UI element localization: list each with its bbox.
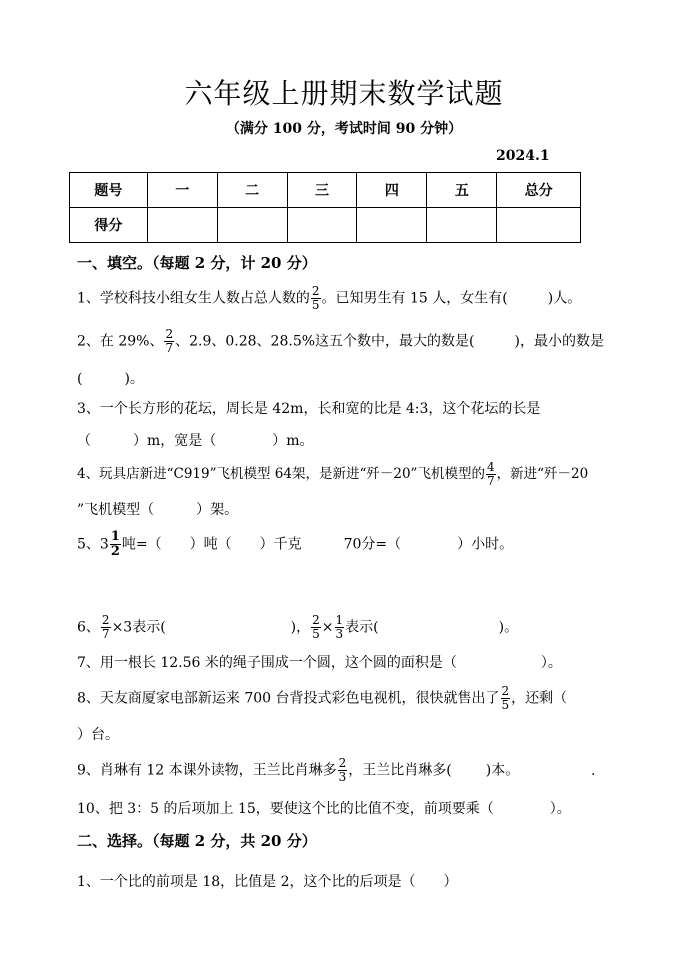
table-cell: 五 (427, 173, 497, 208)
score-cell[interactable] (427, 208, 497, 243)
question-2: 2、在 29%、 $\frac{2}{7}$ 、2.9、0.28、28.5%这五个数中，最大的数是( )，最小的数是 (77, 327, 604, 355)
question-9: 9、肖琳有 12 本课外读物，王兰比肖琳多 $\frac{2}{3}$ ，王兰比肖琳多( )本。 (77, 756, 520, 784)
question-6: 6、 $\frac{2}{7}$ ×3表示( )， $\frac{2}{5}$ × $\frac{1}{3}$ 表示( )。 (77, 613, 519, 641)
stray-dot: . (591, 763, 596, 779)
score-cell[interactable] (217, 208, 287, 243)
page-title: 六年级上册期末数学试题 (184, 77, 504, 110)
score-cell[interactable] (287, 208, 357, 243)
question-5: 5、3 $\frac{1}{2}$ 吨=（ ）吨（ ）千克 70分=（ ）小时。 (77, 529, 514, 559)
question-4-line2[interactable]: ”飞机模型（ ）架。 (77, 502, 239, 518)
question-8: 8、天友商厦家电部新运来 700 台背投式彩色电视机，很快就售出了 $\frac{2}{5}$ ，还剩（ (77, 684, 568, 712)
fraction: $\frac{2}{3}$ (338, 756, 347, 784)
table-row (70, 208, 581, 243)
question-4: 4、玩具店新进“C919”飞机模型 64架，是新进“歼－20”飞机模型的 $\frac{4}{7}$ ，新进“歼－20 (77, 460, 589, 488)
table-cell: 二 (217, 173, 287, 208)
section-heading: 一、填空。（每题 2 分，计 20 分） (77, 254, 317, 272)
score-cell[interactable] (497, 208, 581, 243)
fraction: $\frac{2}{5}$ (311, 284, 320, 312)
question-8-line2[interactable]: ）台。 (77, 727, 119, 743)
table-cell: 得分 (70, 208, 148, 243)
section-heading: 二、选择。（每题 2 分，共 20 分） (77, 832, 317, 850)
fraction: $\frac{2}{7}$ (101, 613, 110, 641)
fraction: $\frac{2}{5}$ (501, 684, 510, 712)
table-row (70, 173, 581, 208)
table-cell: 题号 (70, 173, 148, 208)
question-3: 3、一个长方形的花坛，周长是 42m，长和宽的比是 4:3，这个花坛的长是 (77, 401, 541, 417)
fraction: $\frac{4}{7}$ (486, 460, 495, 488)
table-cell: 一 (147, 173, 217, 208)
fraction: $\frac{1}{2}$ (110, 529, 120, 559)
score-cell[interactable] (357, 208, 427, 243)
table-cell: 总分 (497, 173, 581, 208)
exam-info: （满分 100 分，考试时间 90 分钟） (225, 121, 463, 137)
fraction: $\frac{2}{7}$ (165, 327, 174, 355)
fraction: $\frac{2}{5}$ (312, 613, 320, 641)
fraction: $\frac{1}{3}$ (335, 613, 344, 641)
score-table (69, 172, 581, 243)
question-1: 1、学校科技小组女生人数占总人数的 $\frac{2}{5}$ 。已知男生有 15 人，女生有( )人。 (77, 284, 582, 312)
question-1[interactable]: 1、一个比的前项是 18，比值是 2，这个比的后项是（ ） (77, 874, 458, 890)
table-cell: 三 (287, 173, 357, 208)
exam-date: 2024.1 (496, 148, 550, 164)
question-3-line2[interactable]: （ ）m，宽是（ ）m。 (77, 433, 314, 449)
question-10[interactable]: 10、把 3：5 的后项加上 15，要使这个比的比值不变，前项要乘（ ）。 (77, 801, 571, 817)
score-cell[interactable] (147, 208, 217, 243)
question-2-line2[interactable]: ( )。 (77, 371, 144, 387)
question-7[interactable]: 7、用一根长 12.56 米的绳子围成一个圆，这个圆的面积是（ ）。 (77, 655, 562, 671)
table-cell: 四 (357, 173, 427, 208)
